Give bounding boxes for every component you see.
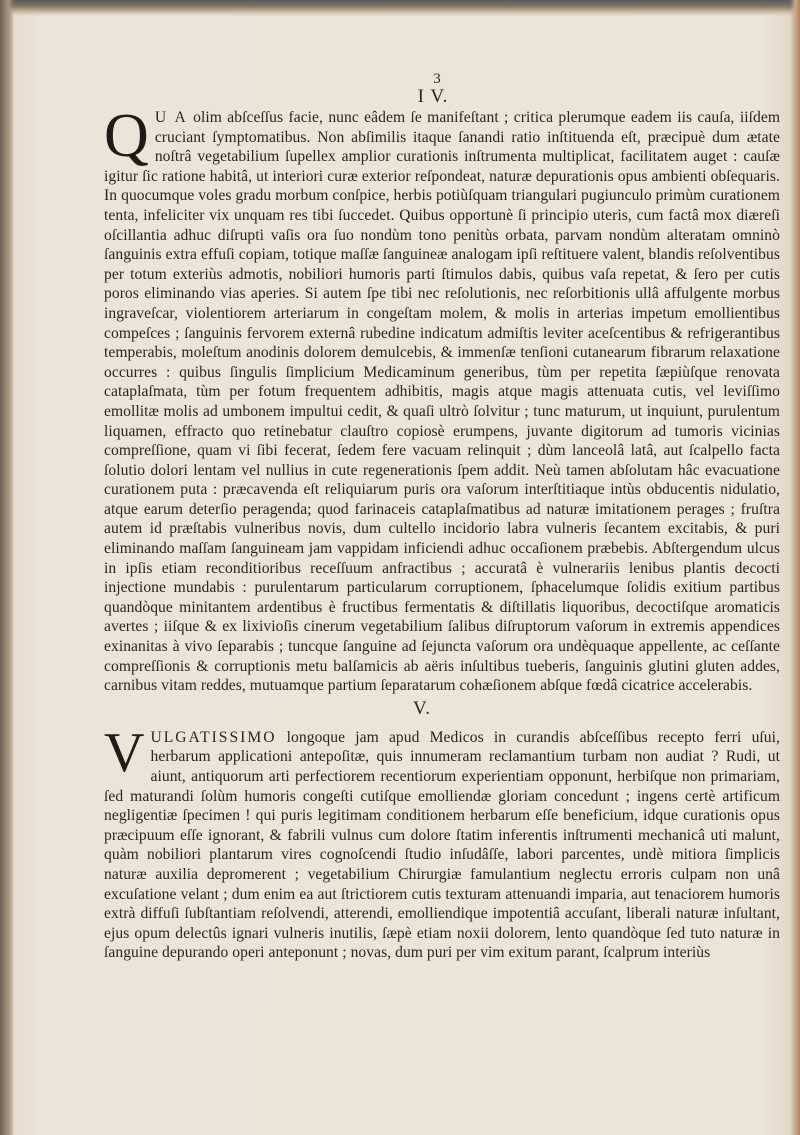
- page-text-block: [104, 72, 780, 963]
- page-top-edge: [0, 0, 800, 16]
- section-iv-text: olim abſceſſus facie, nunc eâdem ſe manifeſtant ; critica plerumque eadem iis cauſa, iiſdem cruciant ſymptomatibus. Non abſimilis itaque ſanandi ratio inſtituenda eſt, præcipuè dum ætate noſtrâ vegetabilium ſupellex amplior curationis inſtrumenta multiplicat, facilitatem auget : cauſæ igitur ſic ratione habitâ, ut interiori curæ exterior reſpondeat, naturæ depurationis opus ambienti obſequaris. In quocumque voles gradu morbum conſpice, herbis potiùſquam triangulari pugiunculo primùm curationem tenta, infeliciter vix unquam res tibi ſuccedet. Quibus opportunè ſi principio uteris, cum factâ mox diæreſi oſcillantia adhuc diſrupti vaſis ora ſuo nondùm tono penitùs orbata, parvam nondùm alteratam omninò ſanguinis extra effuſi copiam, totique maſſæ ſanguineæ analogam ipſi reſtituere valent, blandis reſolventibus per totum exteriùs admotis, nobiliori humoris parti ſtimulos dabis, quibus vaſa repetat, & ſero per cutis poros eliminando vias aperies. Si autem ſpe tibi nec reſolutionis, nec reſorbitionis ullâ affulgente morbus ingraveſcar, violentiorem arteriarum in congeſtam molem, & molis in arterias impetum emollientibus compeſces ; ſanguinis fervorem externâ rubedine indicatum admiſtis leviter aceſcentibus & refrigerantibus temperabis, moleſtum anodinis dolorem demulcebis, & immenſæ tenſioni cutanearum fibrarum relaxatione occurres : quibus ſingulis ſimplicium Medicaminum generibus, tùm per repetita ſæpiùſque renovata cataplaſmata, tùm per fotum frequentem adhibitis, magis atque magis attenuata cutis, vel leviſſimo emollitæ molis ad umbonem impultui cedit, & quaſi ultrò ſolvitur ; tunc maturum, ut inquiunt, purulentum liquamen, effracto quo retinebatur clauſtro copiosè erumpens, juvante digitorum ad tumoris vicinias compreſſione, quam vi ſibi fecerat, ſedem fere vacuam relinquit ; dùm lanceolâ latâ, aut ſcalpello facta ſolutio dolori lentam vel nullius in cute regenerationis ſpem addit. Neù tamen abſolutam hâc evacuatione curationem puta : præcavenda eſt reliquiarum puris ora vaſorum interſtitiaque intùs obducentis nidulatio, atque earum deterſio peragenda; quod farinaceis cataplaſmatibus ad naturæ imitationem perages ; fruſtra autem id præſtabis vulneribus novis, dum cultello incidorio labra vulneris ſecantem excitabis, & puri eliminando maſſam ſanguineam jam vappidam inficiendi adhuc occaſionem præbebis. Abſtergendum ulcus in ipſis etiam reconditioribus receſſuum anfractibus ; accuratâ è vulnerariis lenibus plantis decocti injectione mundabis : purulentarum particularum corruptionem, ſphacelumque ſolidis exitium partibus quandòque minitantem ardentibus è fructibus fermentatis & diſtillatis liquoribus, decoctiſque aromaticis avertes ; iiſque & ex lixivioſis cinerum vegetabilium ſalibus diſruptorum vaſorum in extremis appendices exinanitas à vivo ſeparabis ; tuncque ſanguine ad ſejuncta vaſorum ora undèquaque appellente, ac ceſſante compreſſionis & corruptionis metu balſamicis ab aëris inſultibus tueberis, ſanguinis glutini gluten addes, carnibus vitam reddes, mutuamque partium ſeparatarum cohæſionem abſque fœdâ cicatrice accelerabis.: [104, 109, 780, 695]
- drop-cap-v: V: [104, 721, 145, 784]
- section-v-paragraph: [104, 721, 780, 963]
- page-number: 3: [433, 71, 441, 87]
- page-right-edge: [790, 0, 800, 1135]
- section-iv-lead: U A: [154, 109, 188, 126]
- page-binding-edge: [0, 0, 14, 1135]
- section-heading-v: V.: [412, 697, 432, 719]
- drop-cap-q: Q: [104, 102, 149, 170]
- section-v-lead: ULGATISSIMO: [150, 728, 277, 746]
- section-v-text: longoque jam apud Medicos in curandis abſceſſibus recepto ferri uſui, herbarum applicationi antepoſitæ, quis innumeram reclamantium turbam non audiat ? Rudi, ut aiunt, antiquorum arti perfectiorem recentiorum experientiam opponunt, herbiſque non primariam, ſed maturandi ſolùm humoris congeſti cutiſque emolliendæ gloriam concedunt ; ingens certè artificum negligentiæ ſpecimen ! qui puris legitimam conditionem herbarum eſſe beneficium, idque curationis opus præcipuum eſſe ignorant, & fabrili vulnus cum dolore ſtatim inferentis inſtrumenti mechanicâ uti malunt, quàm nobiliori plantarum vires cognoſcendi ſtudio inſudâſſe, labori parcentes, undè mitiora ſimplicis naturæ auxilia depromerent ; vegetabilium Chirurgiæ famulantium neglectu erroris culpam non unâ excuſatione velant ; dum enim ea aut ſtrictiorem cutis texturam attenuandi imparia, aut tenaciorem humoris extrà diffuſi ſubſtantiam reſolvendi, atterendi, emolliendique impotentiâ accuſant, liberali naturæ inſultant, ejus opum delectûs ignari vulneris inutilis, ſæpè etiam noxii dolorem, lento quandòque ſed tuto naturæ in ſanguine depurando operi anteponunt ; novas, dum puri per vim exitum parant, ſcalprum interiùs: [104, 728, 780, 962]
- section-heading-iv: I V.: [417, 86, 449, 107]
- section-iv-paragraph: [104, 102, 780, 696]
